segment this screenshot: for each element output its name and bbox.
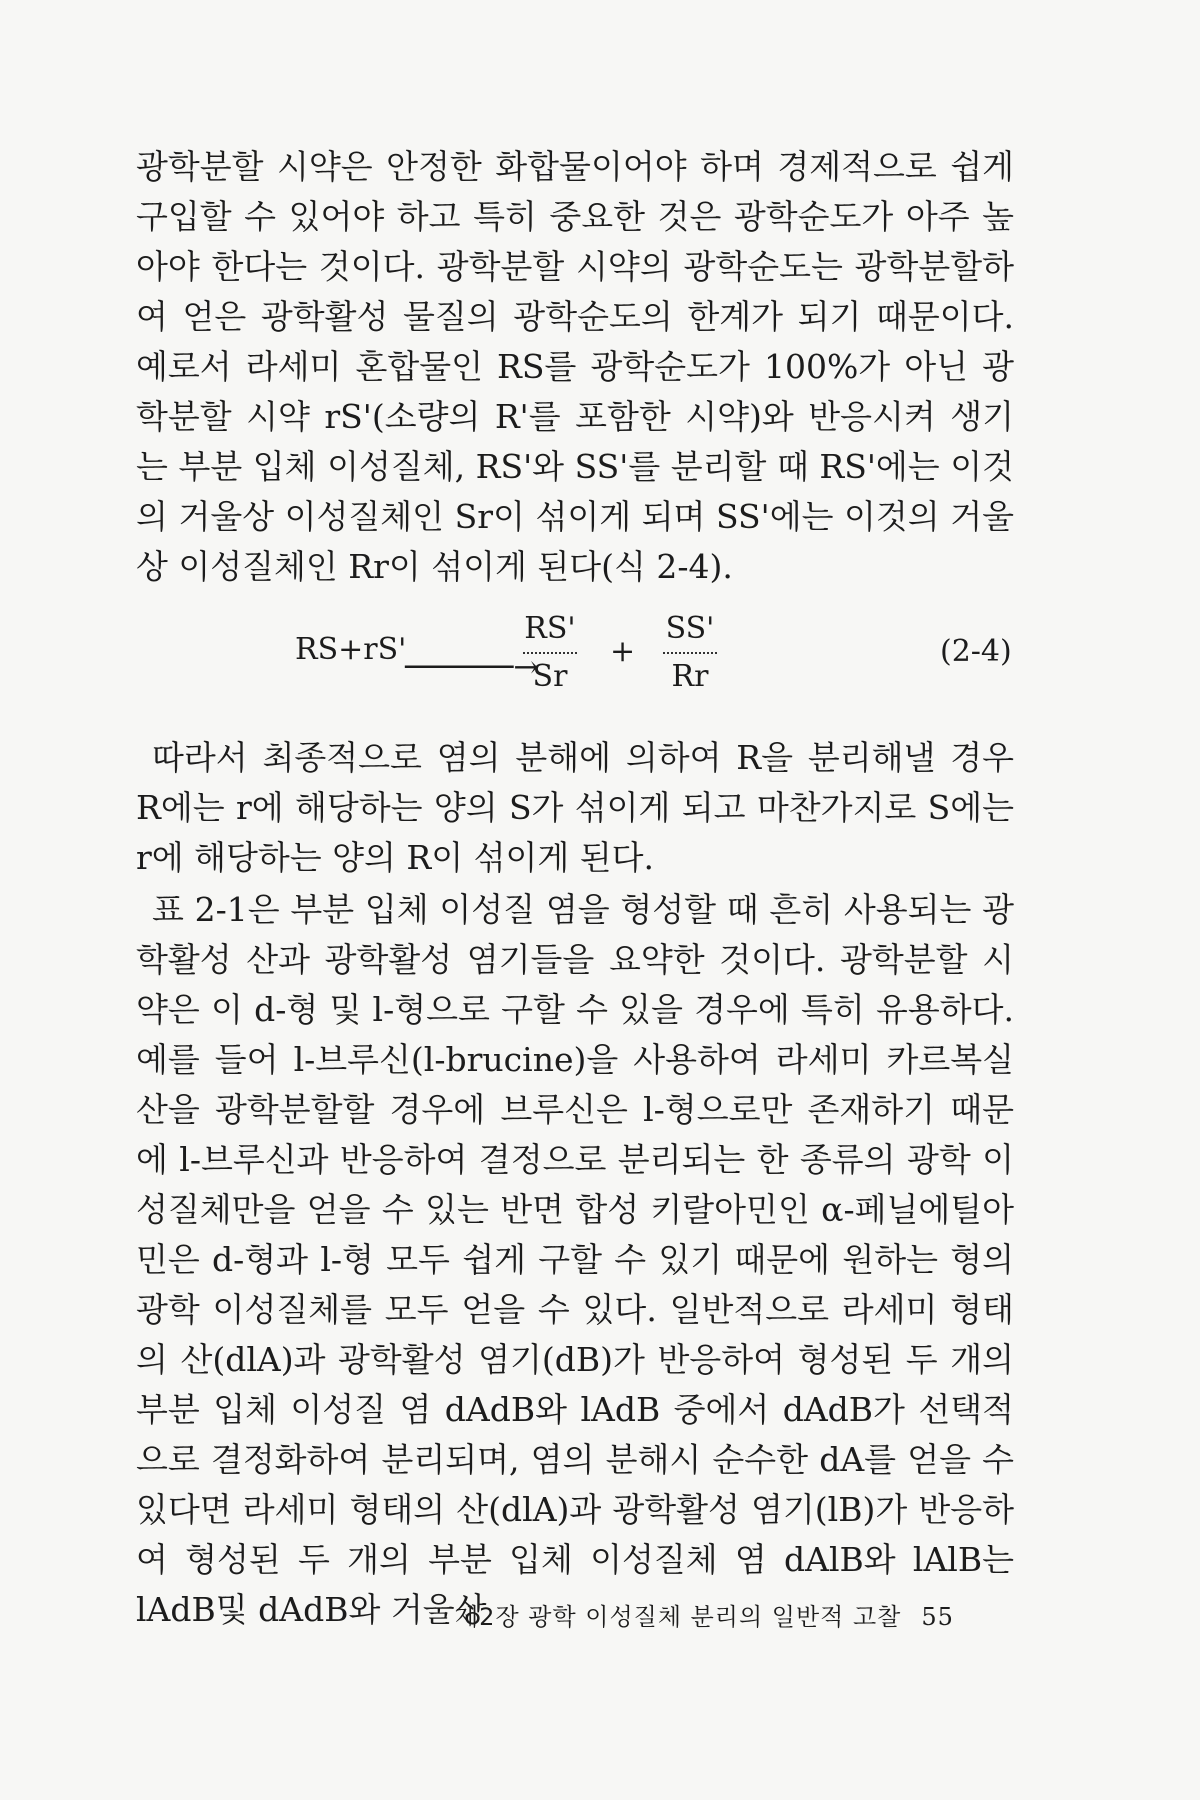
dotted-divider bbox=[523, 652, 577, 654]
equation-2-4 bbox=[0, 600, 1200, 710]
equation-number: (2-4) bbox=[940, 634, 1012, 669]
equation-lhs: RS+rS' bbox=[295, 632, 407, 667]
dotted-divider bbox=[663, 652, 717, 654]
product-1-top: RS' bbox=[524, 611, 576, 646]
product-fraction-2 bbox=[640, 608, 740, 698]
chapter-title: 제2장 광학 이성질체 분리의 일반적 고찰 bbox=[455, 1603, 902, 1631]
page-footer bbox=[455, 1597, 954, 1632]
reaction-arrow: ──────→ bbox=[405, 650, 539, 685]
product-fraction-1 bbox=[500, 608, 600, 698]
product-1-bottom: Sr bbox=[532, 659, 568, 694]
paragraph-salt-decomposition: 따라서 최종적으로 염의 분해에 의하여 R을 분리해낼 경우 R에는 r에 해당하는 양의 S가 섞이게 되고 마찬가지로 S에는 r에 해당하는 양의 R이 섞이게 된다. bbox=[136, 738, 1014, 877]
product-2-top: SS' bbox=[665, 611, 715, 646]
plus-sign: + bbox=[610, 634, 636, 669]
paragraph-optical-resolution-reagent: 광학분할 시약은 안정한 화합물이어야 하며 경제적으로 쉽게 구입할 수 있어야 하고 특히 중요한 것은 광학순도가 아주 높아야 한다는 것이다. 광학분할 시약의 광학순도는 광학분할하여 얻은 광학활성 물질의 광학순도의 한계가 되기 때문이다. 예로서 라세미 혼합물인 RS를 광학순도가 100%가 아닌 광학분할 시약 rS'(소량의 R'를 포함한 시약)와 반응시켜 생기는 부분 입체 이성질체, RS'와 SS'를 분리할 때 RS'에는 이것의 거울상 이성질체인 Sr이 섞이게 되며 SS'에는 이것의 거울상 이성질체인 Rr이 섞이게 된다(식 2-4). bbox=[136, 147, 1014, 586]
product-2-bottom: Rr bbox=[671, 659, 709, 694]
page-number: 55 bbox=[921, 1603, 954, 1631]
paragraph-table-2-1: 표 2-1은 부분 입체 이성질 염을 형성할 때 흔히 사용되는 광학활성 산과 광학활성 염기들을 요약한 것이다. 광학분할 시약은 이 d-형 및 l-형으로 구할 수 있을 경우에 특히 유용하다. 예를 들어 l-브루신(l-brucine)을 사용하여 라세미 카르복실산을 광학분할할 경우에 브루신은 l-형으로만 존재하기 때문에 l-브루신과 반응하여 결정으로 분리되는 한 종류의 광학 이성질체만을 얻을 수 있는 반면 합성 키랄아민인 α-페닐에틸아민은 d-형과 l-형 모두 쉽게 구할 수 있기 때문에 원하는 형의 광학 이성질체를 모두 얻을 수 있다. 일반적으로 라세미 형태의 산(dlA)과 광학활성 염기(dB)가 반응하여 형성된 두 개의 부분 입체 이성질 염 dAdB와 lAdB 중에서 dAdB가 선택적으로 결정화하여 분리되며, 염의 분해시 순수한 dA를 얻을 수 있다면 라세미 형태의 산(dlA)과 광학활성 염기(lB)가 반응하여 형성된 두 개의 부분 입체 이성질체 염 dAlB와 lAlB는 lAdB및 dAdB와 거울상 bbox=[136, 890, 1014, 1629]
